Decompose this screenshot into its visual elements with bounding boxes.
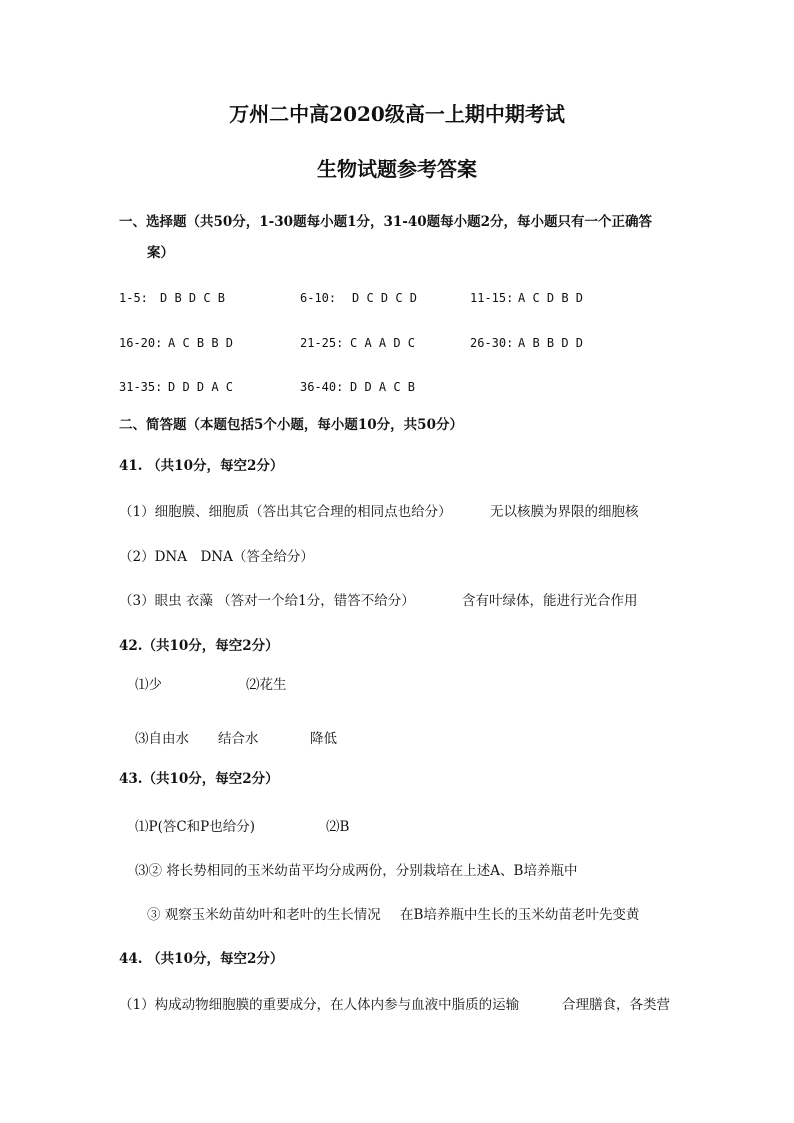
answer-values: D B D C B: [160, 291, 226, 305]
answer-range: 36-40:: [300, 380, 344, 394]
answer-range: 16-20:: [119, 336, 163, 350]
q43-answer-2: ⑵B: [326, 819, 350, 835]
answer-values: D D D A C: [168, 380, 234, 394]
q43-answer-1: ⑴P(答C和P也给分): [135, 819, 256, 835]
q42-answer-2: ⑵花生: [246, 677, 287, 693]
q43-answer-4a: ③ 观察玉米幼苗幼叶和老叶的生长情况: [147, 907, 381, 923]
answer-range: 1-5:: [119, 291, 148, 305]
answer-values: C A A D C: [350, 336, 416, 350]
q42-answer-1: ⑴少: [135, 677, 162, 693]
q41-heading: 41. （共10分，每空2分）: [119, 458, 284, 474]
answer-range: 11-15:: [470, 291, 514, 305]
q42-answer-3b: 结合水: [218, 731, 259, 747]
page-title: 万州二中高2020级高一上期中期考试: [229, 102, 565, 126]
answer-values: A C D B D: [518, 291, 584, 305]
section2-heading: 二、简答题（本题包括5个小题，每小题10分，共50分）: [119, 417, 463, 433]
q42-answer-3c: 降低: [310, 731, 337, 747]
answer-values: A C B B D: [168, 336, 234, 350]
answer-values: D C D C D: [352, 291, 418, 305]
q43-heading: 43.（共10分，每空2分）: [119, 771, 279, 787]
q44-answer-1b: 合理膳食，各类营: [562, 997, 670, 1013]
section1-heading: 一、选择题（共50分，1-30题每小题1分，31-40题每小题2分，每小题只有一个正确答: [119, 214, 653, 230]
answer-values: A B B D D: [518, 336, 584, 350]
section1-heading-cont: 案）: [147, 245, 174, 261]
q43-answer-4b: 在B培养瓶中生长的玉米幼苗老叶先变黄: [400, 907, 640, 923]
answer-range: 26-30:: [470, 336, 514, 350]
q41-answer-3b: 含有叶绿体，能进行光合作用: [462, 593, 638, 609]
q42-heading: 42.（共10分，每空2分）: [119, 638, 279, 654]
answer-values: D D A C B: [350, 380, 416, 394]
page-subtitle: 生物试题参考答案: [317, 157, 477, 181]
answer-range: 31-35:: [119, 380, 163, 394]
q41-answer-1: （1）细胞膜、细胞质（答出其它合理的相同点也给分）: [119, 504, 452, 520]
answer-range: 6-10:: [300, 291, 337, 305]
q42-answer-3a: ⑶自由水: [135, 731, 189, 747]
answer-range: 21-25:: [300, 336, 344, 350]
q43-answer-3: ⑶② 将长势相同的玉米幼苗平均分成两份，分别栽培在上述A、B培养瓶中: [135, 863, 578, 879]
q44-heading: 44. （共10分，每空2分）: [119, 951, 284, 967]
q41-answer-3: （3）眼虫 衣藻 （答对一个给1分，错答不给分）: [119, 593, 415, 609]
q41-answer-1b: 无以核膜为界限的细胞核: [490, 504, 639, 520]
q44-answer-1: （1）构成动物细胞膜的重要成分，在人体内参与血液中脂质的运输: [119, 997, 520, 1013]
q41-answer-2: （2）DNA DNA（答全给分）: [119, 549, 314, 565]
